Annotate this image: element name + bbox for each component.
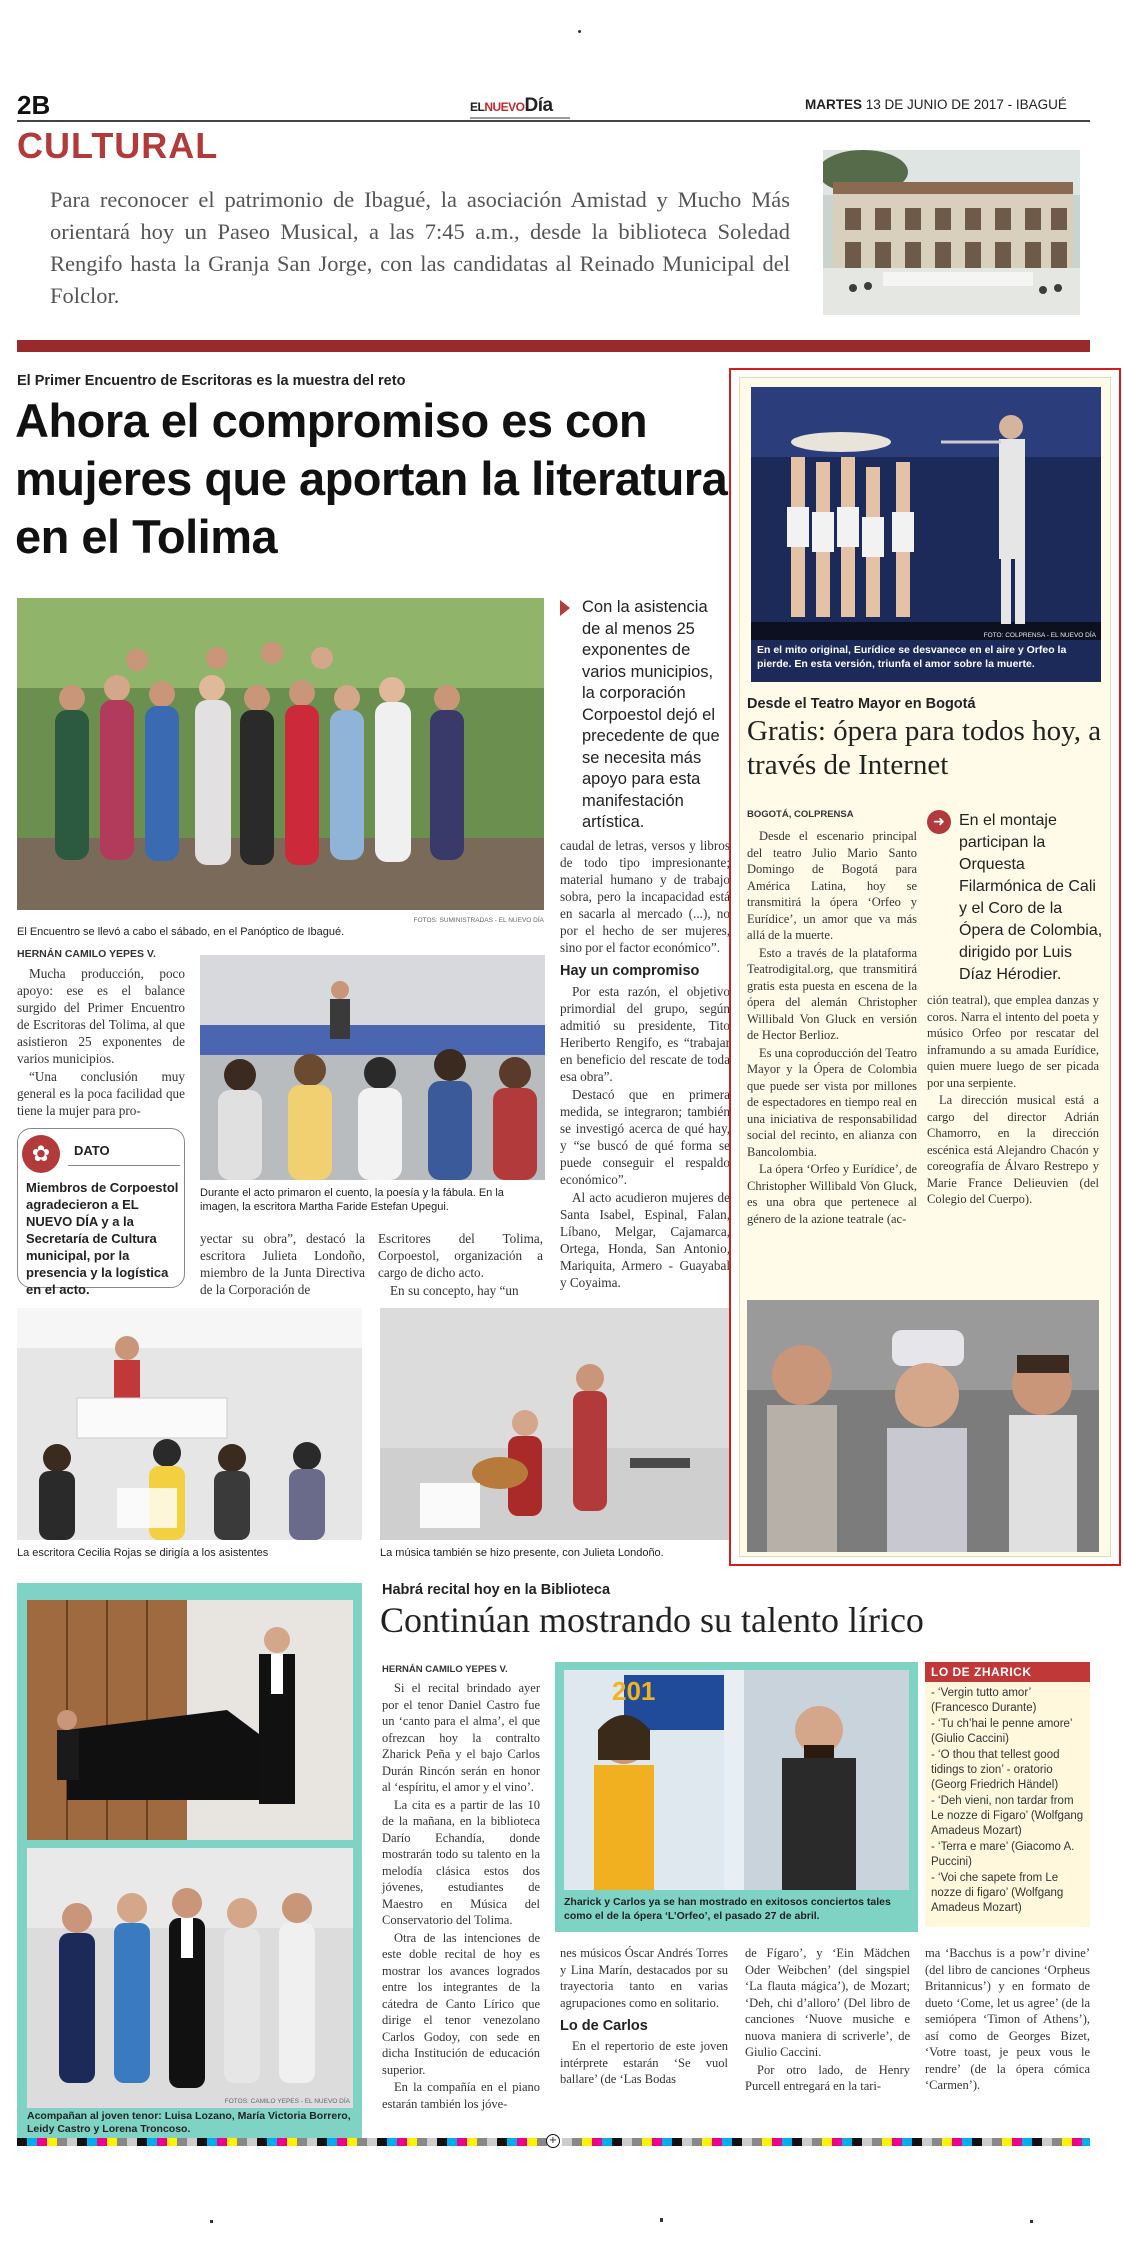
logo-el: EL — [470, 100, 485, 114]
section-title: CULTURAL — [17, 125, 219, 166]
col2-bottom-text: yectar su obra”, destacó la escritora Julieta Londoño, miembro de la Junta Directiva de la Corporación de — [200, 1231, 365, 1297]
main-kicker: El Primer Encuentro de Escritoras es la muestra del reto — [17, 373, 406, 389]
opera-pull-text: En el montaje participan la Orquesta Filarmónica de Cali y el Coro de la Ópera de Colombia, dirigido por Luis Díaz Hérodier. — [959, 812, 1103, 983]
zharick-song-list — [925, 1682, 1090, 1916]
photo1-credit: FOTOS: SUMINISTRADAS - EL NUEVO DÍA — [413, 917, 544, 924]
recital-c2b: En el repertorio de este joven intérprete estarán ‘Se vuol ballare’ (de ‘Las Bodas — [560, 2039, 728, 2086]
col1-paragraph-b: “Una conclusión muy general es la poca facilidad que tiene la mujer para pro- — [17, 1069, 185, 1118]
julieta-londono-image — [380, 1308, 730, 1540]
main-byline: HERNÁN CAMILO YEPES V. — [17, 948, 156, 960]
bottom-mark — [660, 2218, 663, 2222]
pull-quote-text: Con la asistencia de al menos 25 exponentes de varios municipios, la corporación Corpoestol dejó el precedente de que se necesita más apoyo para esta manifestación artística. — [582, 598, 720, 831]
recital-c4: ma ‘Bacchus is a pow’r divine’ (del libro de canciones ‘Orpheus Britannicus’) y en formato de dueto ‘Come, let us agree’ (de la semiópera ‘Timon of Athens’), así como de Georges Bizet, ‘Votre toast, je peux vous le rendre’ (de la ópera cómica ‘Carmen’). — [925, 1946, 1090, 2092]
opera-p4: La ópera ‘Orfeo y Eurídice’, de Christopher Willibald Von Gluck, es una obra que pertenece al género de la azione teatrale (ac- — [747, 1162, 917, 1226]
col4-paragraph-b: Por esta razón, el objetivo primordial del grupo, según admitió su presidente, Tito Heriberto Rengifo, es “trabajar en beneficio del rescate de toda esa obra”. — [560, 984, 730, 1084]
opera-article — [729, 368, 1121, 1566]
color-bar-right — [562, 2138, 1090, 2146]
colonial-building-image — [823, 150, 1080, 315]
opera-p3: Es una coproducción del Teatro Mayor y la Ópera de Colombia que puede ser vista por millones de espectadores en tiempo real en una iniciativa de responsabilidad social del recinto, en alianza con Bancolombia. — [747, 1045, 917, 1159]
song-item: - ‘O thou that tellest good tidings to zion’ - oratorio (Georg Friedrich Händel) — [931, 1749, 1060, 1791]
recital-col2 — [560, 1945, 728, 2089]
bottom-mark — [1030, 2220, 1033, 2223]
date-day: MARTES — [805, 97, 862, 112]
speaker-photo — [17, 1308, 362, 1540]
dato-box — [17, 1128, 185, 1297]
opera-p6: La dirección musical está a cargo del director Adrián Chamorro, en la dirección escénica está Alejandro Chacón y coreografía de Álvaro Restrepo y Marie France Delieuvien (del Colegio del Cuerpo). — [927, 1093, 1099, 1206]
tenor-group-image — [27, 1848, 353, 2108]
recital-mid-caption: Zharick y Carlos ya se han mostrado en exitosos conciertos tales como el de la ópera ‘L’Orfeo’, el pasado 27 de abril. — [564, 1896, 891, 1922]
photo-banner-number: 201 — [612, 1676, 656, 1706]
page-number: 2B — [17, 90, 51, 120]
col4-paragraph-c: Destacó que en primera medida, se integraron; también se investigó acerca de qué hay, y “se buscó de qué forma se puede conseguir el respaldo económico”. — [560, 1087, 730, 1187]
logo-dia: Día — [524, 95, 553, 116]
photo1-caption: El Encuentro se llevó a cabo el sábado, en el Panóptico de Ibagué. — [17, 926, 345, 938]
dato-gear-icon: ✿ — [22, 1135, 60, 1173]
reading-photo — [200, 955, 545, 1180]
col3-bottom-text-b: En su concepto, hay “un — [390, 1283, 519, 1298]
library-photo — [823, 150, 1080, 315]
registration-mark-icon: + — [546, 2134, 560, 2148]
main-col4 — [560, 837, 730, 1292]
opera-photo-caption: En el mito original, Eurídice se desvanece en el aire y Orfeo la pierde. En esta versión, triunfa el amor sobre la muerte. — [757, 644, 1067, 670]
logo-underline — [470, 117, 570, 119]
recital-c3: de Fígaro’, y ‘Ein Mädchen Oder Weibchen’ (del singspiel ‘La flauta mágica’), de Mozart; ‘Deh, chi d’alloro’ (Del libro de canciones ‘Nuove musiche e nuova maniera di scriverle’, de Giulio Caccini. — [745, 1946, 910, 2059]
arrow-right-icon: ➜ — [927, 810, 951, 834]
zharick-box-title: LO DE ZHARICK — [925, 1662, 1090, 1682]
opera-p5: ción teatral), que emplea danzas y coros. Narra el intento del poeta y músico Orfeo por rescatar del inframundo a su amada Eurídice, quien muere luego de ser picada por una serpiente. — [927, 993, 1099, 1090]
recital-kicker: Habrá recital hoy en la Biblioteca — [382, 1582, 611, 1598]
issue-date — [805, 97, 1067, 112]
cecilia-rojas-image — [17, 1308, 362, 1540]
top-dot — [578, 30, 581, 33]
recital-c2a: nes músicos Óscar Andrés Torres y Lina Marín, destacados por su trayectoria tanto en varias agrupaciones como en solitario. — [560, 1946, 728, 2010]
piano-photo — [27, 1600, 353, 1840]
main-col2-bottom — [200, 1230, 365, 1299]
main-col3-bottom — [378, 1230, 543, 1300]
col1-paragraph: Mucha producción, poco apoyo: ese es el balance surgido del Primer Encuentro de Escritoras del Tolima, al que asistieron 25 exponentes de varios municipios. — [17, 966, 185, 1066]
photo4-caption: La música también se hizo presente, con Julieta Londoño. — [380, 1547, 664, 1559]
recital-p3: Otra de las intenciones de este doble recital de hoy es mostrar los avances logrados entre los integrantes de la cátedra de Canto Lírico que dirige el tenor venezolano Carlos Godoy, con sede en dicha Institución de educación superior. — [382, 1930, 540, 2077]
opera-kicker: Desde el Teatro Mayor en Bogotá — [747, 696, 976, 712]
recital-left-caption: Acompañan al joven tenor: Luisa Lozano, María Victoria Borrero, Leidy Castro y Lorena Troncoso. — [27, 2110, 351, 2135]
date-rest: 13 DE JUNIO DE 2017 - IBAGUÉ — [865, 97, 1067, 112]
song-item: - ‘Deh vieni, non tardar from Le nozze di Figaro’ (Wolfgang Amadeus Mozart) — [931, 1795, 1084, 1837]
dato-label: DATO — [74, 1143, 110, 1158]
newspaper-logo — [470, 95, 553, 117]
col4-paragraph-d: Al acto acudieron mujeres de Santa Isabel, Espinal, Falan, Líbano, Melgar, Cajamarca, Ortega, Honda, San Antonio, Mariquita, Armero - Guayabal y Coyaima. — [560, 1190, 730, 1290]
dato-rule — [68, 1165, 180, 1166]
opera-headline: Gratis: ópera para todos hoy, a través de Internet — [747, 715, 1102, 781]
recital-col3 — [745, 1945, 910, 2096]
opera-pull-quote — [927, 810, 1107, 986]
recital-c3b: Por otro lado, de Henry Purcell entregará en la tari- — [745, 2062, 910, 2093]
group-recital-photo — [27, 1848, 353, 2108]
song-item: - ‘Vergin tutto amor’ (Francesco Durante) — [931, 1687, 1037, 1714]
header-rule — [17, 120, 1090, 122]
song-item: - ‘Terra e mare’ (Giacomo A. Puccini) — [931, 1841, 1075, 1868]
subhead-compromiso: Hay un compromiso — [560, 963, 700, 979]
photo2-caption: Durante el acto primaron el cuento, la poesía y la fábula. En la imagen, la escritora Martha Faride Estefan Upegui. — [200, 1187, 504, 1213]
recital-p2: La cita es a partir de las 10 de la mañana, en la biblioteca Darío Echandía, donde mostrarán todo su talento en la melodía clásica estos dos jóvenes, estudiantes de Maestro en Música del Conservatorio del Tolima. — [382, 1797, 540, 1927]
opera-col1 — [747, 828, 917, 1228]
opera-singers-image — [747, 1300, 1099, 1552]
tenor-piano-image — [27, 1600, 353, 1840]
photo3-caption: La escritora Cecilia Rojas se dirigía a los asistentes — [17, 1547, 269, 1559]
opera-byline: BOGOTÁ, COLPRENSA — [747, 809, 854, 820]
music-photo — [380, 1308, 730, 1540]
zharick-box — [925, 1662, 1090, 1927]
main-pull-quote — [560, 597, 730, 834]
recital-headline: Continúan mostrando su talento lírico — [380, 1600, 924, 1640]
subhead-carlos: Lo de Carlos — [560, 2018, 648, 2034]
opera-col2 — [927, 992, 1099, 1209]
song-item: - ‘Voi che sapete from Le nozze di figaro’ (Wolfgang Amadeus Mozart) — [931, 1872, 1064, 1914]
recital-col4 — [925, 1945, 1090, 2095]
col3-bottom-text: Escritores del Tolima, Corpoestol, organización a cargo de dicho acto. — [378, 1231, 543, 1280]
recital-p4: En la compañía en el piano estarán también los jóve- — [382, 2080, 540, 2111]
main-col1 — [17, 965, 185, 1120]
recital-p1: Si el recital brindado ayer por el tenor Daniel Castro fue un ‘canto para el alma’, el que ofrezcan hoy la contralto Zharick Peña y el bajo Carlos Durán Rincón serán en honor al ‘espíritu, el amor y el vino’. — [382, 1681, 540, 1794]
orfeo-stage-image — [751, 387, 1101, 652]
recital-left-credit: FOTOS: CAMILO YEPES - EL NUEVO DÍA — [224, 2098, 350, 2105]
audience-image — [200, 955, 545, 1180]
recital-byline: HERNÁN CAMILO YEPES V. — [382, 1664, 508, 1675]
main-headline: Ahora el compromiso es con mujeres que aportan la literatura en el Tolima — [15, 394, 728, 563]
opera-photo-credit: FOTO: COLPRENSA - EL NUEVO DÍA — [983, 632, 1096, 639]
bottom-mark — [210, 2220, 213, 2223]
group-photo — [17, 598, 544, 910]
song-item: - ‘Tu ch’hai le penne amore’ (Giulio Caccini) — [931, 1718, 1073, 1745]
recital-col1 — [382, 1680, 540, 2113]
opera-cast-photo — [747, 1300, 1099, 1552]
writers-group-image — [17, 598, 544, 910]
opera-p2: Esto a través de la plataforma Teatrodigital.org, que transmitirá gratis esta puesta en escena de la ópera del alemán Christopher Willibald Von Gluck en versión de Hector Berlioz. — [747, 945, 917, 1042]
col4-paragraph-a: caudal de letras, versos y libros de todo tipo impresionante; material humano y de trabajo sobra, pero la incapacidad está en sacarla al mercado (...), no por el hecho de ser mujeres, sino por el factor económico”. — [560, 838, 730, 955]
section-lead: Para reconocer el patrimonio de Ibagué, la asociación Amistad y Mucho Más orientará hoy un Paseo Musical, a las 7:45 a.m., desde la biblioteca Soledad Rengifo hasta la Granja San Jorge, con las candidatas al Reinado Municipal del Folclor. — [50, 187, 790, 308]
logo-nuevo: NUEVO — [484, 100, 525, 114]
dato-text: Miembros de Corpoestol agradecieron a EL NUEVO DÍA y a la Secretaría de Cultura municipal, por la presencia y la logística en el acto. — [26, 1180, 179, 1297]
pull-quote-arrow-icon — [560, 600, 570, 616]
color-bar-left — [17, 2138, 547, 2146]
opera-stage-photo — [751, 387, 1101, 652]
section-divider-bar — [17, 340, 1090, 352]
opera-p1: Desde el escenario principal del teatro Julio Mario Santo Domingo de Bogotá para América Latina, hoy se transmitirá la ópera ‘Orfeo y Eurídice’, un amor que va más allá de la muerte. — [747, 829, 917, 942]
